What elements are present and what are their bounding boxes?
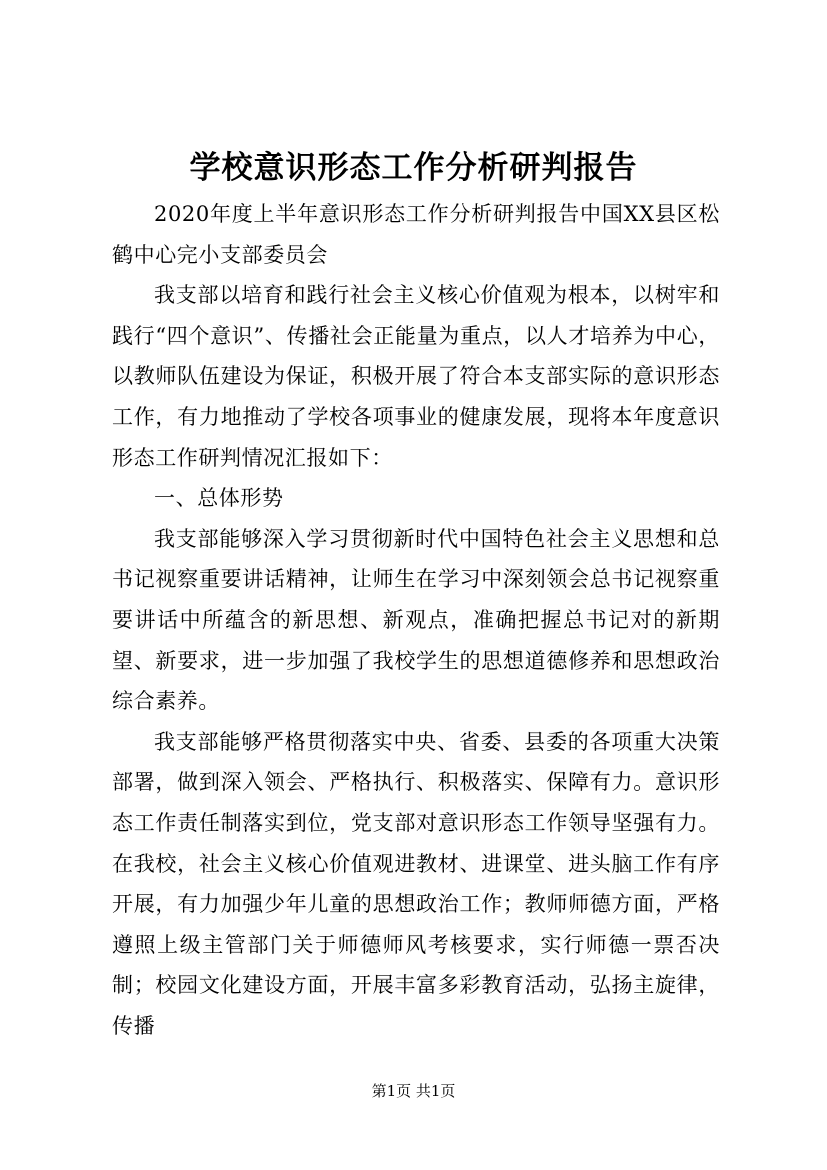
paragraph-implementation: 我支部能够严格贯彻落实中央、省委、县委的各项重大决策部署，做到深入领会、严格执行、积极落实、保障有力。意识形态工作责任制落实到位，党支部对意识形态工作领导坚强有力。在我校，社会主义核心价值观进教材、进课堂、进头脑工作有序开展，有力加强少年儿童的思想政治工作；教师师德方面，严格遵照上级主管部门关于师德师风考核要求，实行师德一票否决制；校园文化建设方面，开展丰富多彩教育活动，弘扬主旋律，传播 [112, 729, 720, 1038]
document-body [112, 194, 720, 1046]
paragraph-study: 我支部能够深入学习贯彻新时代中国特色社会主义思想和总书记视察重要讲话精神，让师生在学习中深刻领会总书记视察重要讲话中所蕴含的新思想、新观点，准确把握总书记对的新期望、新要求，进一步加强了我校学生的思想道德修养和思想政治综合素养。 [112, 526, 720, 714]
paragraph-header-info: 2020年度上半年意识形态工作分析研判报告中国XX县区松鹤中心完小支部委员会 [112, 202, 720, 267]
section-heading-overall-situation: 一、总体形势 [154, 486, 284, 511]
paragraph-intro: 我支部以培育和践行社会主义核心价值观为根本，以树牢和践行“四个意识”、传播社会正能量为重点，以人才培养为中心，以教师队伍建设为保证，积极开展了符合本支部实际的意识形态工作，有力地推动了学校各项事业的健康发展，现将本年度意识形态工作研判情况汇报如下： [112, 283, 720, 470]
document-title: 学校意识形态工作分析研判报告 [189, 150, 638, 186]
page-number-footer: 第1页 共1页 [371, 1082, 456, 1100]
